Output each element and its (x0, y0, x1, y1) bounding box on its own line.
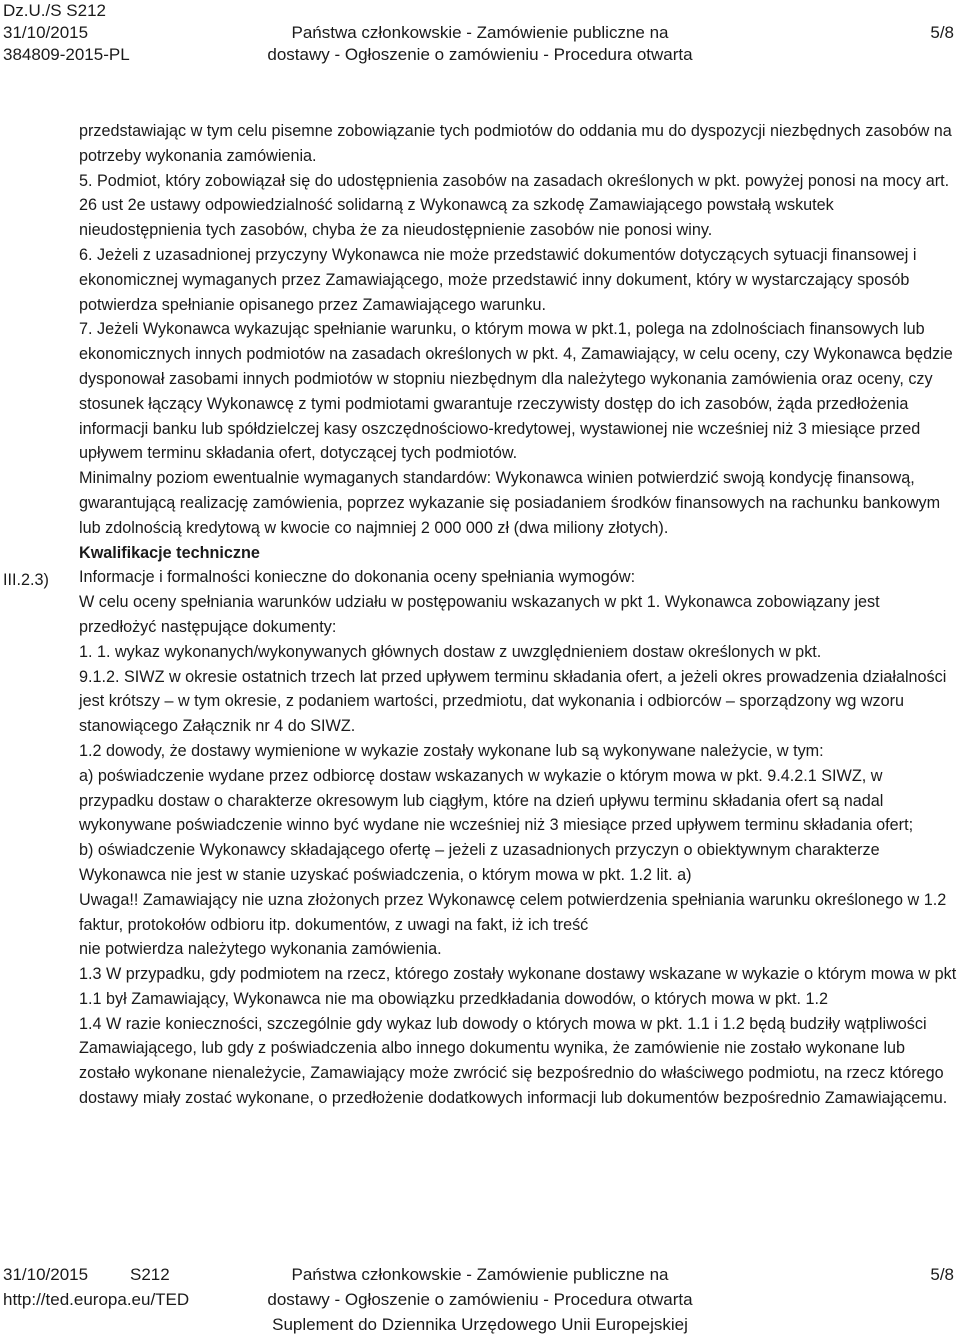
journal-reference: Dz.U./S S212 (3, 1, 106, 20)
paragraph: b) oświadczenie Wykonawcy składającego ofertę – jeżeli z uzasadnionych przyczyn o obiektywnym charakterze Wykonawca nie jest w stanie uzyskać poświadczenia, o którym mowa w pkt. 1.2 lit. a) (79, 841, 880, 884)
paragraph: 9.1.2. SIWZ w okresie ostatnich trzech lat przed upływem terminu składania ofert, a jeżeli okres prowadzenia działalności jest krótszy – w tym okresie, z podaniem wartości, przedmiotu, dat wykonania i odbiorców – sporządzony wg wzoru stanowiącego Załącznik nr 4 do SIWZ. (79, 667, 947, 736)
footer-center (0, 1262, 960, 1337)
header-title-line-1: Państwa członkowskie - Zamówienie publiczne na (291, 23, 669, 42)
paragraph: 7. Jeżeli Wykonawca wykazując spełnianie warunku, o którym mowa w pkt.1, polega na zdolnościach finansowych lub ekonomicznych innych podmiotów na zasadach określonych w pkt. 4, Zamawiający, w celu oceny, czy Wykonawca będzie dysponował zasobami innych podmiotów w stopniu niezbędnym dla należytego wykonania zamówienia oraz oceny, czy stosunek łączący Wykonawcę z tymi podmiotami gwarantuje rzeczywisty dostęp do ich zasobów, żąda przedłożenia informacji banku lub spółdzielczej kasy oszczędnościowo-kredytowej, wystawionej nie wcześniej niż 3 miesiące przed upływem terminu składania ofert, dotyczącej tych podmiotów. (79, 320, 953, 463)
paragraph: 1. 1. wykaz wykonanych/wykonywanych głównych dostaw z uwzględnieniem dostaw określonych w pkt. (79, 642, 822, 661)
footer-title-line-2: dostawy - Ogłoszenie o zamówieniu - Procedura otwarta (267, 1290, 693, 1309)
notice-number: 384809-2015-PL (3, 45, 130, 64)
header-page-number: 5/8 (930, 23, 954, 42)
publication-date: 31/10/2015 (3, 23, 89, 42)
paragraph: W celu oceny spełniania warunków udziału w postępowaniu wskazanych w pkt 1. Wykonawca zobowiązany jest przedłożyć następujące dokumenty: (79, 593, 880, 636)
paragraph: Informacje i formalności konieczne do dokonania oceny spełniania wymogów: (79, 568, 636, 587)
paragraph: a) poświadczenie wydane przez odbiorcę dostaw wskazanych w wykazie o którym mowa w pkt. 9.4.2.1 SIWZ, w przypadku dostaw o charakterze okresowym lub ciągłym, które na dzień upływu terminu składania ofert są nadal wykonywane poświadczenie winno być wydane nie wcześniej niż 3 miesiące przed upływem terminu składania ofert; (79, 766, 914, 835)
paragraph: Uwaga!! Zamawiający nie uzna złożonych przez Wykonawcę celem potwierdzenia spełniania warunku określonego w 1.2 faktur, protokołów odbioru itp. dokumentów, z uwagi na fakt, iż ich treść (79, 890, 947, 934)
section-number: III.2.3) (3, 571, 49, 589)
footer-supplement: Suplement do Dziennika Urzędowego Unii Europejskiej (272, 1315, 688, 1334)
paragraph: 1.2 dowody, że dostawy wymienione w wykazie zostały wykonane lub są wykonywane należycie, w tym: (79, 741, 824, 760)
paragraph: 1.4 W razie konieczności, szczególnie gdy wykaz lub dowody o których mowa w pkt. 1.1 i 1.2 będą budziły wątpliwości Zamawiającego, lub gdy z poświadczenia albo innego dokumentu wynika, że zamówienie nie zostało wykonane lub zostało wykonane nienależycie, Zamawiający może zwrócić się bezpośrednio do właściwego podmiotu, na rzecz którego dostawy miały zostać wykonane, o przedłożenie dodatkowych informacji lub dokumentów bezpośrednio Zamawiającemu. (79, 1014, 948, 1108)
header-title-line-2: dostawy - Ogłoszenie o zamówieniu - Procedura otwarta (267, 45, 693, 64)
header-center (0, 0, 960, 66)
paragraph: nie potwierdza należytego wykonania zamówienia. (79, 940, 442, 959)
paragraph: przedstawiając w tym celu pisemne zobowiązanie tych podmiotów do oddania mu do dyspozycji niezbędnych zasobów na potrzeby wykonania zamówienia. (79, 122, 952, 165)
paragraph: 5. Podmiot, który zobowiązał się do udostępnienia zasobów na zasadach określonych w pkt. powyżej ponosi na mocy art. 26 ust 2e ustawy odpowiedzialność solidarną z Wykonawcą za szkodę Zamawiającego powstałą wskutek nieudostępnienia tych zasobów, chyba że za nieudostępnienie zasobów nie ponosi winy. (79, 171, 950, 240)
document-body (79, 119, 959, 1111)
paragraph: Minimalny poziom ewentualnie wymaganych standardów: Wykonawca winien potwierdzić swoją kondycję finansową, gwarantującą realizację zamówienia, poprzez wykazanie się posiadaniem środków finansowych na rachunku bankowym lub zdolnością kredytową w kwocie co najmniej 2 000 000 zł (dwa miliony złotych). (79, 469, 941, 537)
paragraph: 1.3 W przypadku, gdy podmiotem na rzecz, którego zostały wykonane dostawy wskazane w wykazie o którym mowa w pkt 1.1 był Zamawiający, Wykonawca nie ma obowiązku przedkładania dowodów, o których mowa w pkt. 1.2 (79, 965, 957, 1008)
footer-date: 31/10/2015 (3, 1265, 89, 1284)
footer-title-line-1: Państwa członkowskie - Zamówienie publiczne na (291, 1265, 669, 1284)
footer-code: S212 (130, 1265, 170, 1284)
section-title: Kwalifikacje techniczne (79, 543, 260, 562)
footer-url[interactable]: http://ted.europa.eu/TED (3, 1290, 190, 1309)
paragraph: 6. Jeżeli z uzasadnionej przyczyny Wykonawca nie może przedstawić dokumentów dotyczących sytuacji finansowej i ekonomicznej wymaganych przez Zamawiającego, może przedstawić inny dokument, który w wystarczający sposób potwierdza spełnianie opisanego przez Zamawiającego warunku. (79, 245, 917, 314)
footer-page-number: 5/8 (930, 1265, 954, 1284)
